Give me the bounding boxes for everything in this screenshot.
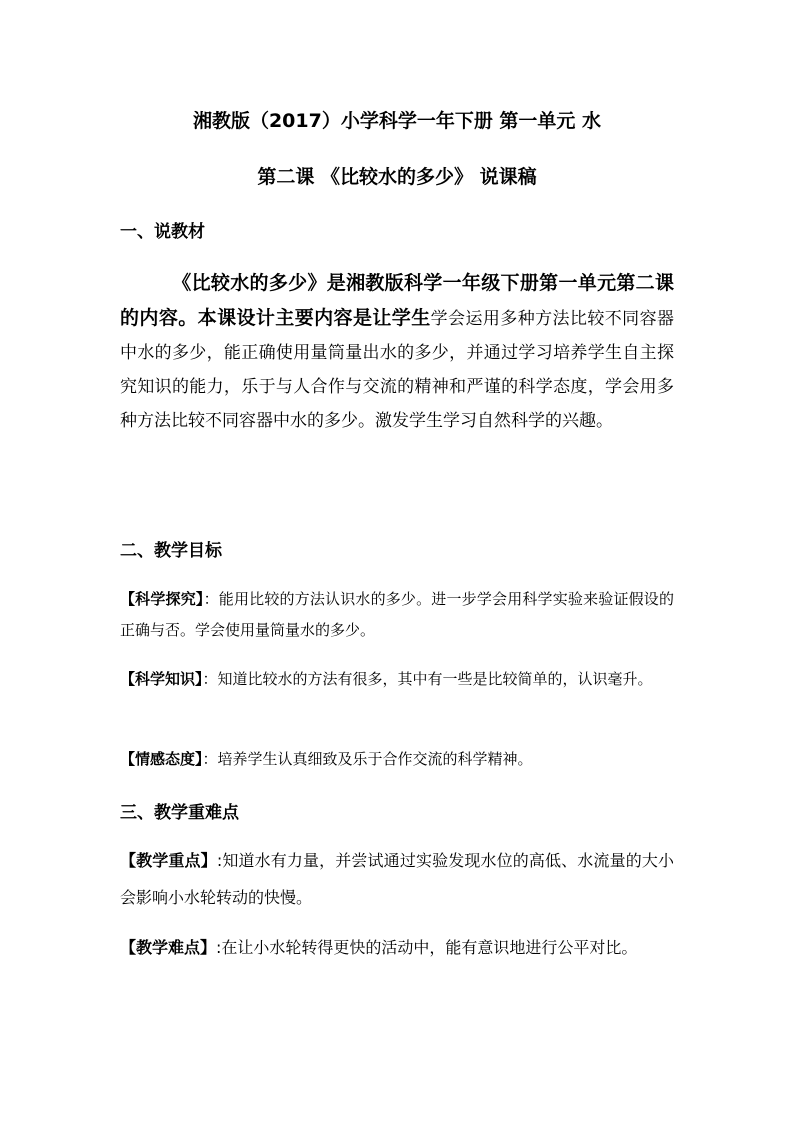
textbook-paragraph — [120, 266, 674, 438]
objective-knowledge — [120, 664, 674, 695]
lesson-title: 第二课 《比较水的多少》 说课稿 — [257, 166, 537, 188]
key-point — [120, 842, 674, 916]
objective-tag: 【情感态度】 — [120, 750, 203, 768]
textbook-body-text: 学会运用多种方法比较不同容器中水的多少，能正确使用量筒量出水的多少，并通过学习培养学生自主探究知识的能力，乐于与人合作与交流的精神和严谨的科学态度，学会用多种方法比较不同容器中水的多少。激发学生学习自然科学的兴趣。 — [120, 309, 674, 431]
objective-text: ：知道比较水的方法有很多，其中有一些是比较简单的，认识毫升。 — [202, 670, 653, 688]
objective-text: ：培养学生认真细致及乐于合作交流的科学精神。 — [202, 750, 533, 768]
textbook-lead-text: 《比较水的多少》是湘教版科学一年级下册第一单元第二课的内容。本课设计主要内容是让学生 — [120, 272, 674, 329]
objective-text: ：能用比较的方法认识水的多少。进一步学会用科学实验来验证假设的正确与否。学会使用量筒量水的多少。 — [120, 590, 674, 639]
objective-attitude — [120, 744, 674, 775]
key-point-text: :知道水有力量，并尝试通过实验发现水位的高低、水流量的大小会影响小水轮转动的快慢。 — [120, 851, 674, 907]
objective-tag: 【科学探究】 — [120, 590, 204, 608]
section-heading-textbook: 一、说教材 — [120, 222, 205, 242]
section-heading-key-points: 三、教学重难点 — [120, 803, 239, 823]
section-heading-objectives: 二、教学目标 — [120, 541, 222, 561]
difficult-point — [120, 929, 674, 966]
objective-tag: 【科学知识】 — [120, 670, 203, 688]
difficult-point-text: :在让小水轮转得更快的活动中，能有意识地进行公平对比。 — [216, 938, 638, 957]
key-point-tag: 【教学重点】 — [120, 851, 217, 870]
objective-inquiry — [120, 584, 674, 646]
document-title: 湘教版（2017）小学科学一年下册 第一单元 水 — [192, 110, 602, 132]
difficult-point-tag: 【教学难点】 — [120, 938, 217, 957]
